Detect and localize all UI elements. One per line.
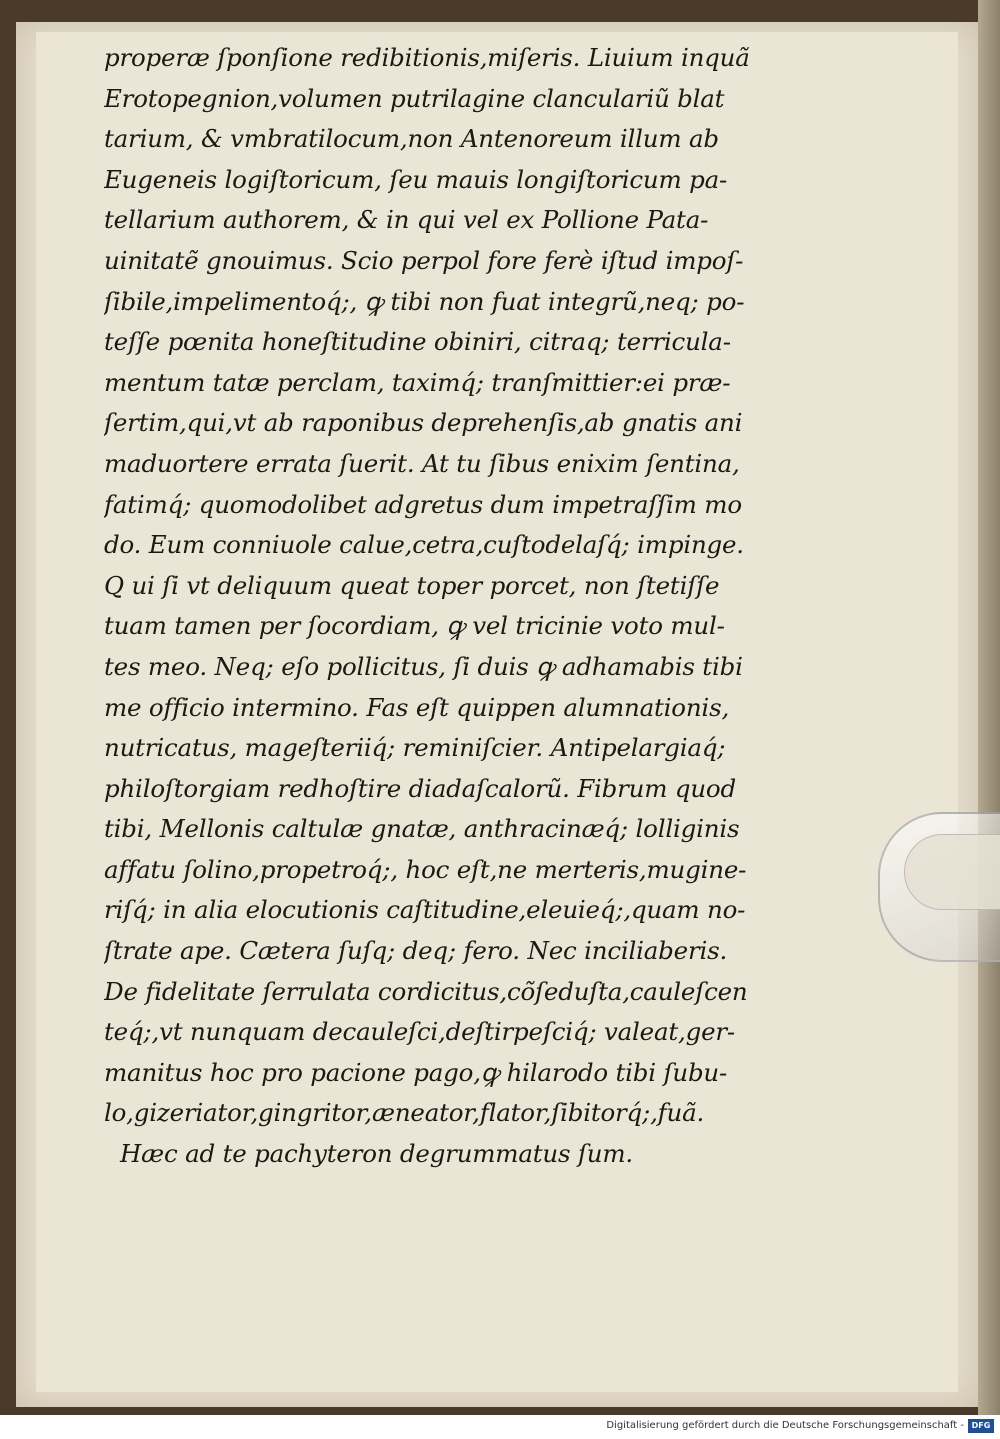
text-line-last: Hæc ad te pachyteron degrummatus ſum.: [120, 1139, 633, 1169]
text-line: me officio intermino. Fas eſt quippen alumnationis,: [104, 692, 730, 722]
footer-bar: [0, 1415, 1000, 1439]
text-line: riſq́; in alia elocutionis caſtitudine,eleuieq́;,quam no-: [104, 895, 746, 925]
text-line: do. Eum conniuole calue,cetra,cuſtodelaſq́; impinge.: [104, 530, 744, 560]
text-line: De fidelitate ſerrulata cordicitus,cõſeduſta,cauleſcen: [104, 976, 748, 1006]
page-clip-opening: [904, 834, 1000, 910]
text-line: tuam tamen per ſocordiam, ꝙ vel tricinie voto mul-: [104, 611, 725, 641]
text-line: ſtrate ape. Cætera ſuſq; deq; fero. Nec inciliaberis.: [104, 936, 728, 966]
page-clip: [878, 812, 1000, 962]
text-line: mentum tatæ perclam, taximq́; tranſmittier:ei præ-: [104, 367, 731, 397]
text-line: philoſtorgiam redhoſtire diadaſcalorũ. Fibrum quod: [104, 773, 736, 803]
page-text: [104, 38, 844, 1175]
text-line: fatimq́; quomodolibet adgretus dum impetraſſim mo: [104, 489, 742, 519]
text-line: Q ui ſi vt deliquum queat toper porcet, non ſtetiſſe: [104, 570, 720, 600]
text-line: lo,gizeriator,gingritor,æneator,flator,ſibitorq́;,fuã.: [104, 1098, 705, 1128]
text-line: properæ ſponſione redibitionis,miſeris. Liuium inquã: [104, 43, 750, 72]
text-line: tellarium authorem, & in qui vel ex Pollione Pata-: [104, 205, 709, 235]
text-line: maduortere errata ſuerit. At tu ſibus enixim ſentina,: [104, 448, 740, 478]
text-line: ſibile,impelimentoq́;, ꝙ tibi non fuat integrũ,neq; po-: [104, 286, 745, 316]
text-line: nutricatus, mageſteriiq́; reminiſcier. Antipelargiaq́;: [104, 733, 726, 763]
text-line: Eugeneis logiſtoricum, ſeu mauis longiſtoricum pa-: [104, 164, 728, 194]
text-line: teq́;,vt nunquam decauleſci,deſtirpeſciq́; valeat,ger-: [104, 1017, 735, 1047]
dfg-logo: DFG: [968, 1419, 994, 1433]
text-line: affatu ſolino,propetroq́;, hoc eſt,ne merteris,mugine-: [104, 854, 747, 884]
text-line: ſertim,qui,vt ab raponibus deprehenſis,ab gnatis ani: [104, 408, 743, 438]
text-line: Erotopegnion,volumen putrilagine clanculariũ blat: [104, 83, 725, 113]
text-line: manitus hoc pro pacione pago,ꝙ hilarodo tibi ſubu-: [104, 1057, 728, 1087]
text-line: teſſe pœnita honeſtitudine obiniri, citraq; terricula-: [104, 327, 731, 357]
text-line: tes meo. Neq; eſo pollicitus, ſi duis ꝙ adhamabis tibi: [104, 651, 743, 681]
text-line: uinitatẽ gnouimus. Scio perpol fore ferè iſtud impoſ-: [104, 245, 744, 275]
text-line: tibi, Mellonis caltulæ gnatæ, anthracinæq́; lolliginis: [104, 814, 740, 844]
page-edge: [978, 0, 1000, 1415]
funding-credit: Digitalisierung gefördert durch die Deutsche Forschungsgemeinschaft -: [606, 1420, 964, 1431]
text-line: tarium, & vmbratilocum,non Antenoreum illum ab: [104, 124, 719, 154]
